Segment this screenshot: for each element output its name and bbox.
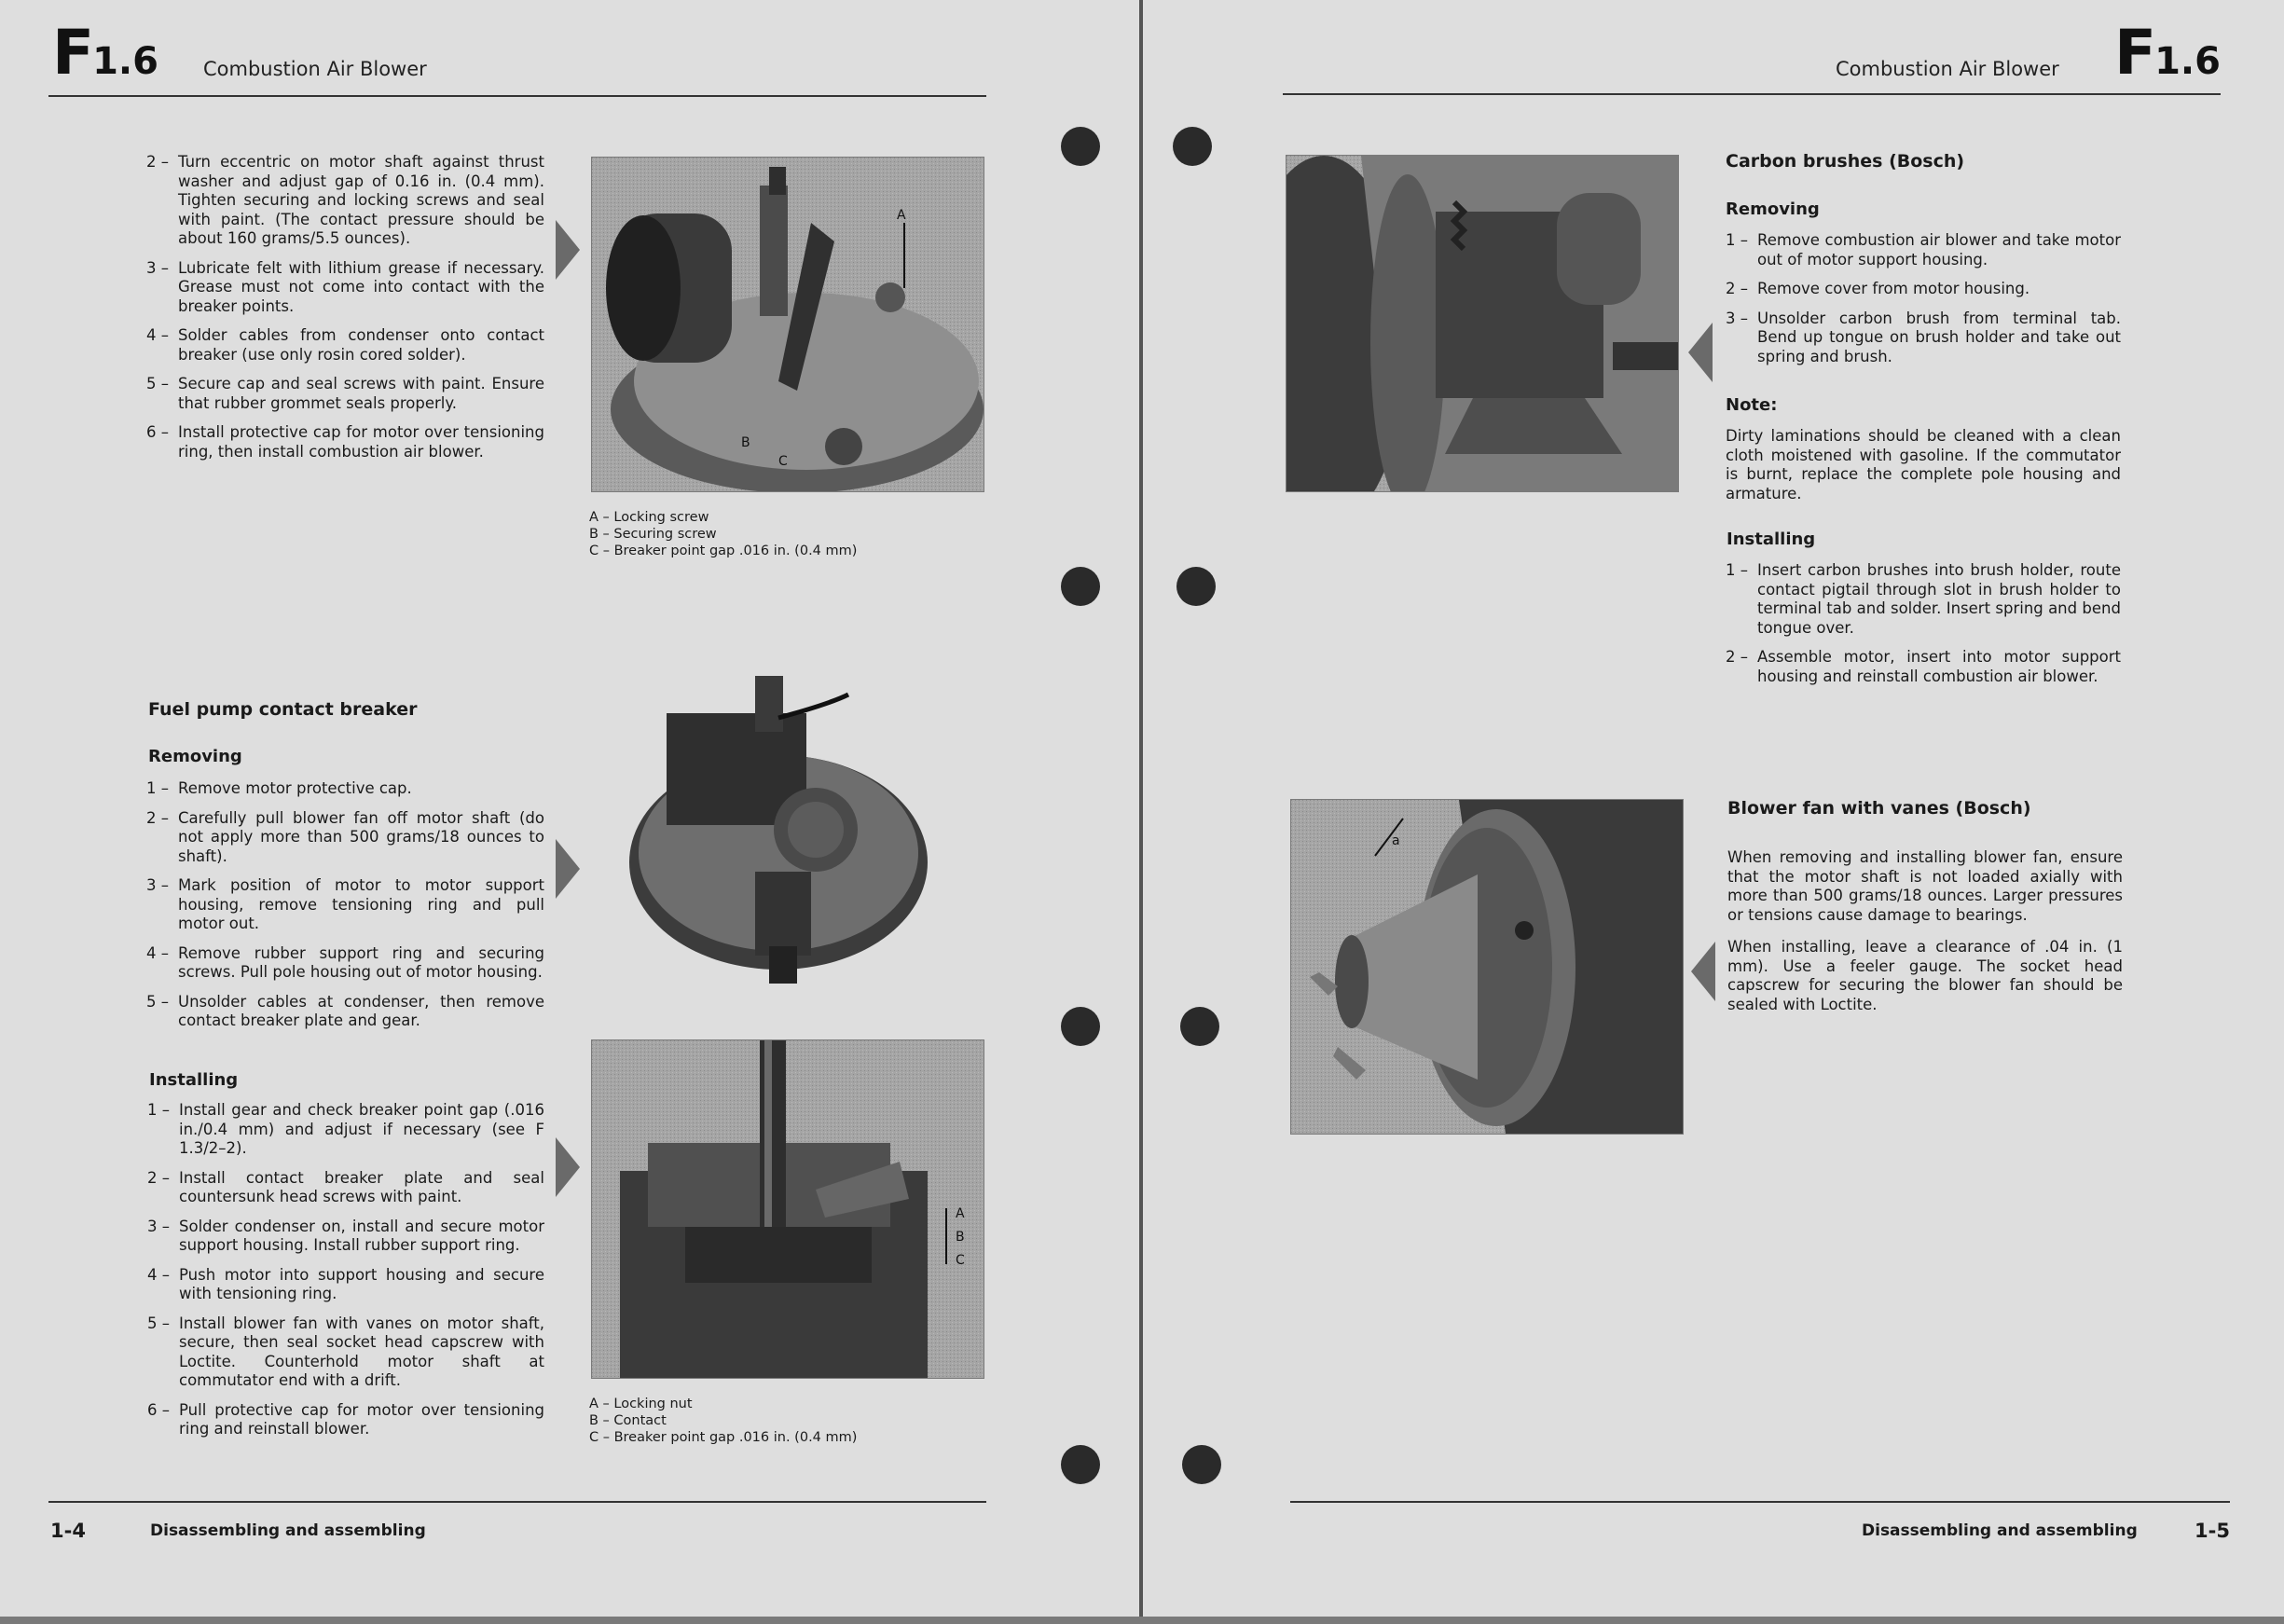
step-number: 2 –: [146, 808, 169, 827]
fan-photo-label: a: [1392, 833, 1400, 848]
section-code: F1.6: [2114, 17, 2221, 89]
note-text: Dirty laminations should be cleaned with a clean cloth moistened with gasoline. If the commutator is burnt, replace the complete pole housing and armature.: [1726, 427, 2121, 502]
step-number: 5 –: [146, 992, 169, 1011]
footer-rule: [48, 1501, 986, 1503]
binder-hole: [1182, 1445, 1221, 1484]
photo3-label: A: [956, 1206, 965, 1221]
step-number: 3 –: [147, 1217, 170, 1235]
step-item: [146, 259, 544, 317]
step-text: Assemble motor, insert into motor support housing and reinstall combustion air blower.: [1757, 648, 2121, 685]
page-number: 1-5: [2195, 1520, 2230, 1542]
blower-fan-text-2: When installing, leave a clearance of .04 in. (1 mm). Use a feeler gauge. The socket head capscrew for securing the blower fan should be sealed with Loctite.: [1727, 938, 2123, 1013]
binder-hole: [1061, 567, 1100, 606]
step-number: 5 –: [147, 1314, 170, 1332]
blower-fan-heading: Blower fan with vanes (Bosch): [1727, 798, 2031, 819]
blower-fan-text-1: When removing and installing blower fan, ensure that the motor shaft is not loaded axially with more than 500 grams/18 ounces. Larger pressures or tensions cause damage to bearings.: [1727, 848, 2123, 924]
step-text: Turn eccentric on motor shaft against thrust washer and adjust gap of 0.16 in. (0.4 mm). Tighten securing and locking screws and seal with paint. (The contact pressure should be about 160 grams/5.5 ounces).: [178, 153, 544, 247]
photo1-label: C: [778, 454, 788, 469]
step-text: Lubricate felt with lithium grease if necessary. Grease must not come into contact with the breaker points.: [178, 258, 544, 315]
installing-steps-list: [147, 1101, 544, 1450]
carbon-brush-illustration: [1286, 156, 1678, 491]
step-number: 1 –: [147, 1101, 170, 1119]
section-code: F1.6: [52, 17, 158, 89]
header-rule: [1283, 93, 2221, 95]
step-item: [146, 876, 544, 934]
step-text: Solder cables from condenser onto contact breaker (use only rosin cored solder).: [178, 326, 544, 364]
installing-steps-list: [1726, 561, 2121, 696]
pointer-arrow: [1688, 323, 1713, 382]
step-text: Unsolder cables at condenser, then remove contact breaker plate and gear.: [178, 992, 544, 1029]
step-item: [146, 809, 544, 867]
step-text: Secure cap and seal screws with paint. Ensure that rubber grommet seals properly.: [178, 375, 544, 412]
step-item: [146, 779, 544, 799]
step-text: Remove combustion air blower and take motor out of motor support housing.: [1757, 231, 2121, 268]
pointer-arrow: [556, 839, 580, 899]
binder-hole: [1180, 1007, 1219, 1046]
step-item: [146, 423, 544, 461]
step-number: 2 –: [147, 1168, 170, 1187]
photo-breaker-adjustment: [591, 157, 984, 492]
step-number: 2 –: [1726, 280, 1748, 297]
binder-hole: [1176, 567, 1216, 606]
photo1-label: A: [897, 208, 906, 223]
step-number: 6 –: [146, 423, 169, 441]
step-text: Remove motor protective cap.: [178, 779, 412, 797]
photo-fuel-pump-breaker: [615, 667, 932, 1002]
removing-steps-list: [146, 779, 544, 1041]
removing-heading: Removing: [148, 747, 242, 766]
footer-label: Disassembling and assembling: [150, 1521, 426, 1540]
adjust-steps-list: [146, 153, 544, 472]
photo3-label: C: [956, 1253, 965, 1268]
footer-rule: [1290, 1501, 2230, 1503]
step-item: [146, 153, 544, 249]
installing-heading: Installing: [149, 1070, 239, 1090]
step-text: Install protective cap for motor over tensioning ring, then install combustion air blower.: [178, 423, 544, 461]
step-item: [147, 1101, 544, 1159]
step-item: [147, 1266, 544, 1304]
step-number: 4 –: [146, 326, 169, 344]
step-item: [147, 1218, 544, 1256]
carbon-brushes-heading: Carbon brushes (Bosch): [1726, 151, 1965, 172]
step-text: Carefully pull blower fan off motor shaft (do not apply more than 500 grams/18 ounces to shaft).: [178, 808, 544, 865]
step-number: 1 –: [1726, 231, 1748, 249]
photo-breaker-install: [591, 1039, 984, 1379]
caption-item: A – Locking nut: [589, 1397, 693, 1411]
step-text: Remove rubber support ring and securing screws. Pull pole housing out of motor housing.: [178, 943, 544, 981]
right-page: [1143, 0, 2284, 1624]
breaker-plate-illustration: [592, 158, 984, 491]
step-text: Remove cover from motor housing.: [1757, 280, 2030, 297]
photo-carbon-brushes: [1286, 155, 1679, 492]
caption-item: B – Securing screw: [589, 527, 717, 542]
caption-item: B – Contact: [589, 1413, 667, 1428]
footer-label: Disassembling and assembling: [1862, 1521, 2138, 1540]
pointer-arrow: [556, 220, 580, 280]
step-text: Install gear and check breaker point gap (.016 in./0.4 mm) and adjust if necessary (see F 1.3/2–2).: [179, 1101, 544, 1157]
step-item: [1726, 280, 2121, 299]
binder-hole: [1173, 127, 1212, 166]
step-text: Push motor into support housing and secure with tensioning ring.: [179, 1265, 544, 1302]
step-item: [146, 375, 544, 413]
step-number: 1 –: [1726, 561, 1748, 579]
binder-hole: [1061, 1007, 1100, 1046]
step-number: 3 –: [146, 258, 169, 277]
step-number: 1 –: [146, 779, 169, 797]
step-number: 6 –: [147, 1400, 170, 1419]
step-text: Install contact breaker plate and seal countersunk head screws with paint.: [179, 1168, 544, 1205]
step-text: Pull protective cap for motor over tensioning ring and reinstall blower.: [179, 1400, 544, 1438]
step-number: 3 –: [1726, 309, 1748, 327]
binder-hole: [1061, 1445, 1100, 1484]
blower-fan-illustration: [1291, 800, 1683, 1134]
pointer-arrow: [556, 1137, 580, 1197]
caption-item: C – Breaker point gap .016 in. (0.4 mm): [589, 1430, 858, 1445]
step-number: 5 –: [146, 375, 169, 392]
breaker-install-illustration: [592, 1040, 984, 1378]
page-number: 1-4: [50, 1520, 86, 1542]
bottom-edge: [0, 1617, 2284, 1624]
removing-steps-list: [1726, 231, 2121, 377]
binder-hole: [1061, 127, 1100, 166]
pointer-arrow: [1691, 942, 1715, 1001]
step-item: [147, 1314, 544, 1391]
step-item: [146, 993, 544, 1031]
step-text: Insert carbon brushes into brush holder, route contact pigtail through slot in brush holder to terminal tab and solder. Insert spring and bend tongue over.: [1757, 561, 2121, 637]
step-item: [146, 944, 544, 983]
step-number: 2 –: [1726, 648, 1748, 666]
step-item: [146, 326, 544, 365]
step-number: 4 –: [146, 943, 169, 962]
step-number: 3 –: [146, 876, 169, 894]
caption-item: C – Breaker point gap .016 in. (0.4 mm): [589, 544, 858, 558]
step-item: [147, 1169, 544, 1207]
step-item: [1726, 561, 2121, 638]
step-item: [1726, 231, 2121, 269]
step-number: 4 –: [147, 1265, 170, 1284]
removing-heading: Removing: [1726, 200, 1820, 219]
photo1-label: B: [741, 435, 750, 450]
fuel-pump-heading: Fuel pump contact breaker: [148, 699, 418, 720]
photo3-captions: [589, 1396, 857, 1446]
photo3-label: B: [956, 1230, 965, 1245]
step-text: Install blower fan with vanes on motor shaft, secure, then seal socket head capscrew with Loctite. Counterhold motor shaft at commutator end with a drift.: [179, 1314, 544, 1389]
step-text: Solder condenser on, install and secure motor support housing. Install rubber support ring.: [179, 1217, 544, 1254]
header-rule: [48, 95, 986, 97]
step-item: [1726, 648, 2121, 686]
installing-heading: Installing: [1727, 530, 1816, 549]
step-text: Mark position of motor to motor support housing, remove tensioning ring and pull motor out.: [178, 876, 544, 932]
step-item: [147, 1401, 544, 1439]
caption-item: A – Locking screw: [589, 510, 709, 525]
photo1-captions: [589, 509, 857, 559]
step-number: 2 –: [146, 153, 169, 171]
step-text: Unsolder carbon brush from terminal tab. Bend up tongue on brush holder and take out spring and brush.: [1757, 309, 2121, 365]
page-title: Combustion Air Blower: [1836, 58, 2059, 80]
note-heading: Note:: [1726, 395, 1778, 415]
page-title: Combustion Air Blower: [203, 58, 427, 80]
left-page: [0, 0, 1139, 1624]
photo-blower-fan: [1290, 799, 1684, 1135]
fuel-pump-illustration: [615, 667, 932, 1002]
step-item: [1726, 310, 2121, 367]
